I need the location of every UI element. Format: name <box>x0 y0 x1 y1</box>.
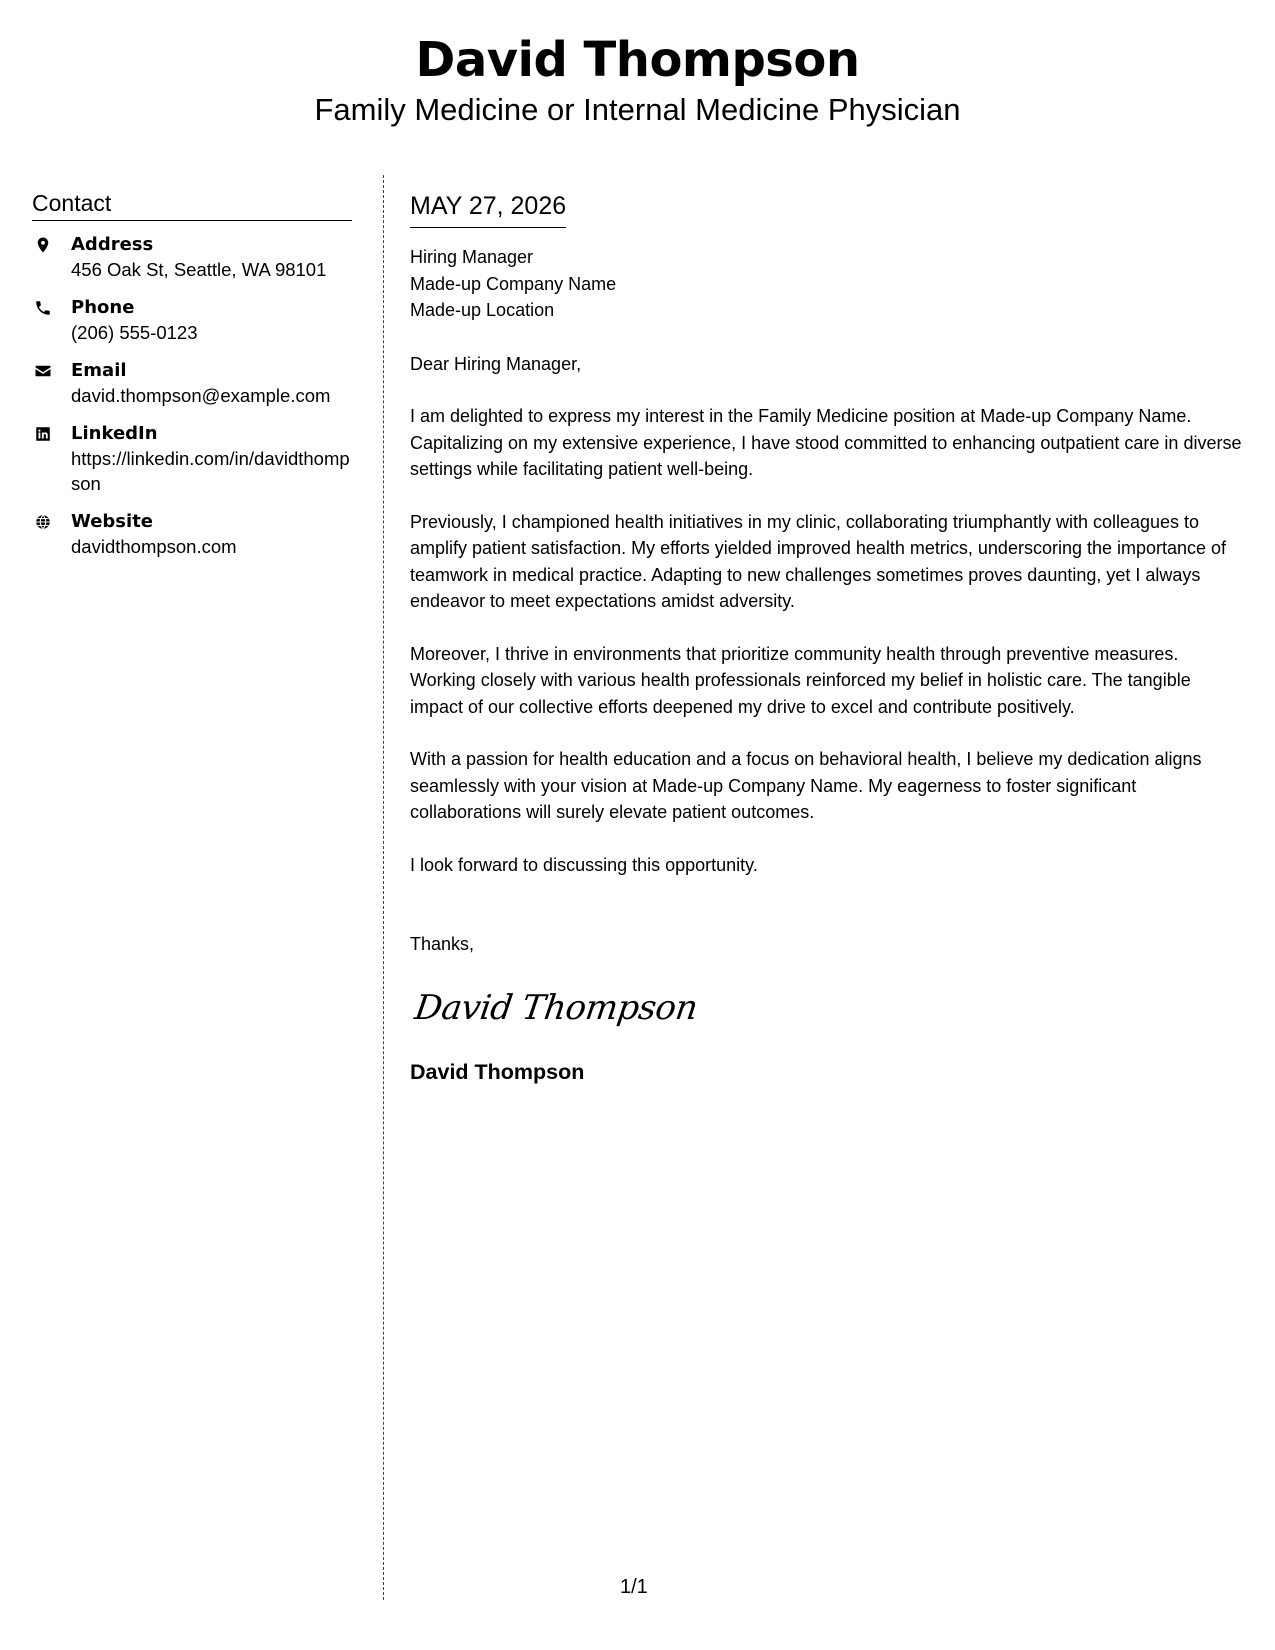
contact-value: https://linkedin.com/in/davidthompson <box>71 448 350 494</box>
signer-name: David Thompson <box>410 1059 585 1084</box>
contact-website <box>32 510 352 559</box>
contact-label: Email <box>71 360 127 381</box>
envelope-icon <box>34 362 52 380</box>
paragraph: Previously, I championed health initiatives in my clinic, collaborating triumphantly with colleagues to amplify patient satisfaction. My efforts yielded improved health metrics, underscoring the importance of teamwork in medical practice. Adapting to new challenges sometimes proves daunting, yet I always endeavor to meet expectations amidst adversity. <box>410 511 1227 611</box>
contact-value: david.thompson@example.com <box>71 385 331 406</box>
salutation: Dear Hiring Manager, <box>410 353 582 374</box>
linkedin-icon <box>34 425 52 443</box>
applicant-name: David Thompson <box>415 32 860 88</box>
recipient-block <box>410 244 1245 324</box>
contact-linkedin <box>32 422 352 496</box>
letter-header <box>0 28 1275 130</box>
contact-address <box>32 233 352 282</box>
letter-date: MAY 27, 2026 <box>410 190 566 228</box>
paragraph: Moreover, I thrive in environments that prioritize community health through preventive measures. Working closely with various health professionals reinforced my belief in holistic care. The tangible impact of our collective efforts deepened my drive to excel and contribute positively. <box>410 643 1191 717</box>
contact-heading: Contact <box>32 188 352 221</box>
closing: Thanks, <box>410 934 475 954</box>
page-number: 1/1 <box>620 1576 648 1598</box>
phone-icon <box>34 299 52 317</box>
contact-label: Website <box>71 511 154 532</box>
paragraph: With a passion for health education and a focus on behavioral health, I believe my dedication aligns seamlessly with your vision at Made-up Company Name. My eagerness to foster significant collaborations will surely elevate patient outcomes. <box>410 749 1202 822</box>
letter-body <box>410 190 1245 1086</box>
paragraph: I am delighted to express my interest in the Family Medicine position at Made-up Company Name. Capitalizing on my extensive experience, I have stood committed to enhancing outpatient care in diverse settings while facilitating patient well-being. <box>410 406 1242 479</box>
recipient-line: Made-up Company Name <box>410 273 617 294</box>
contact-value: (206) 555-0123 <box>71 322 198 343</box>
recipient-line: Hiring Manager <box>410 247 534 267</box>
contact-phone <box>32 296 352 345</box>
paragraph: I look forward to discussing this opportunity. <box>410 854 758 875</box>
recipient-line: Made-up Location <box>410 300 555 320</box>
contact-value: davidthompson.com <box>71 536 237 557</box>
contact-value: 456 Oak St, Seattle, WA 98101 <box>71 259 327 280</box>
applicant-title: Family Medicine or Internal Medicine Physician <box>314 92 961 127</box>
column-divider <box>383 175 384 1600</box>
contact-email <box>32 359 352 408</box>
contact-label: Phone <box>71 297 135 318</box>
contact-label: Address <box>71 234 154 255</box>
contact-label: LinkedIn <box>71 423 158 444</box>
map-pin-icon <box>34 236 52 254</box>
contact-sidebar <box>32 188 352 573</box>
handwritten-signature: David Thompson <box>412 987 700 1028</box>
contact-list <box>32 233 352 559</box>
globe-icon <box>34 513 52 531</box>
